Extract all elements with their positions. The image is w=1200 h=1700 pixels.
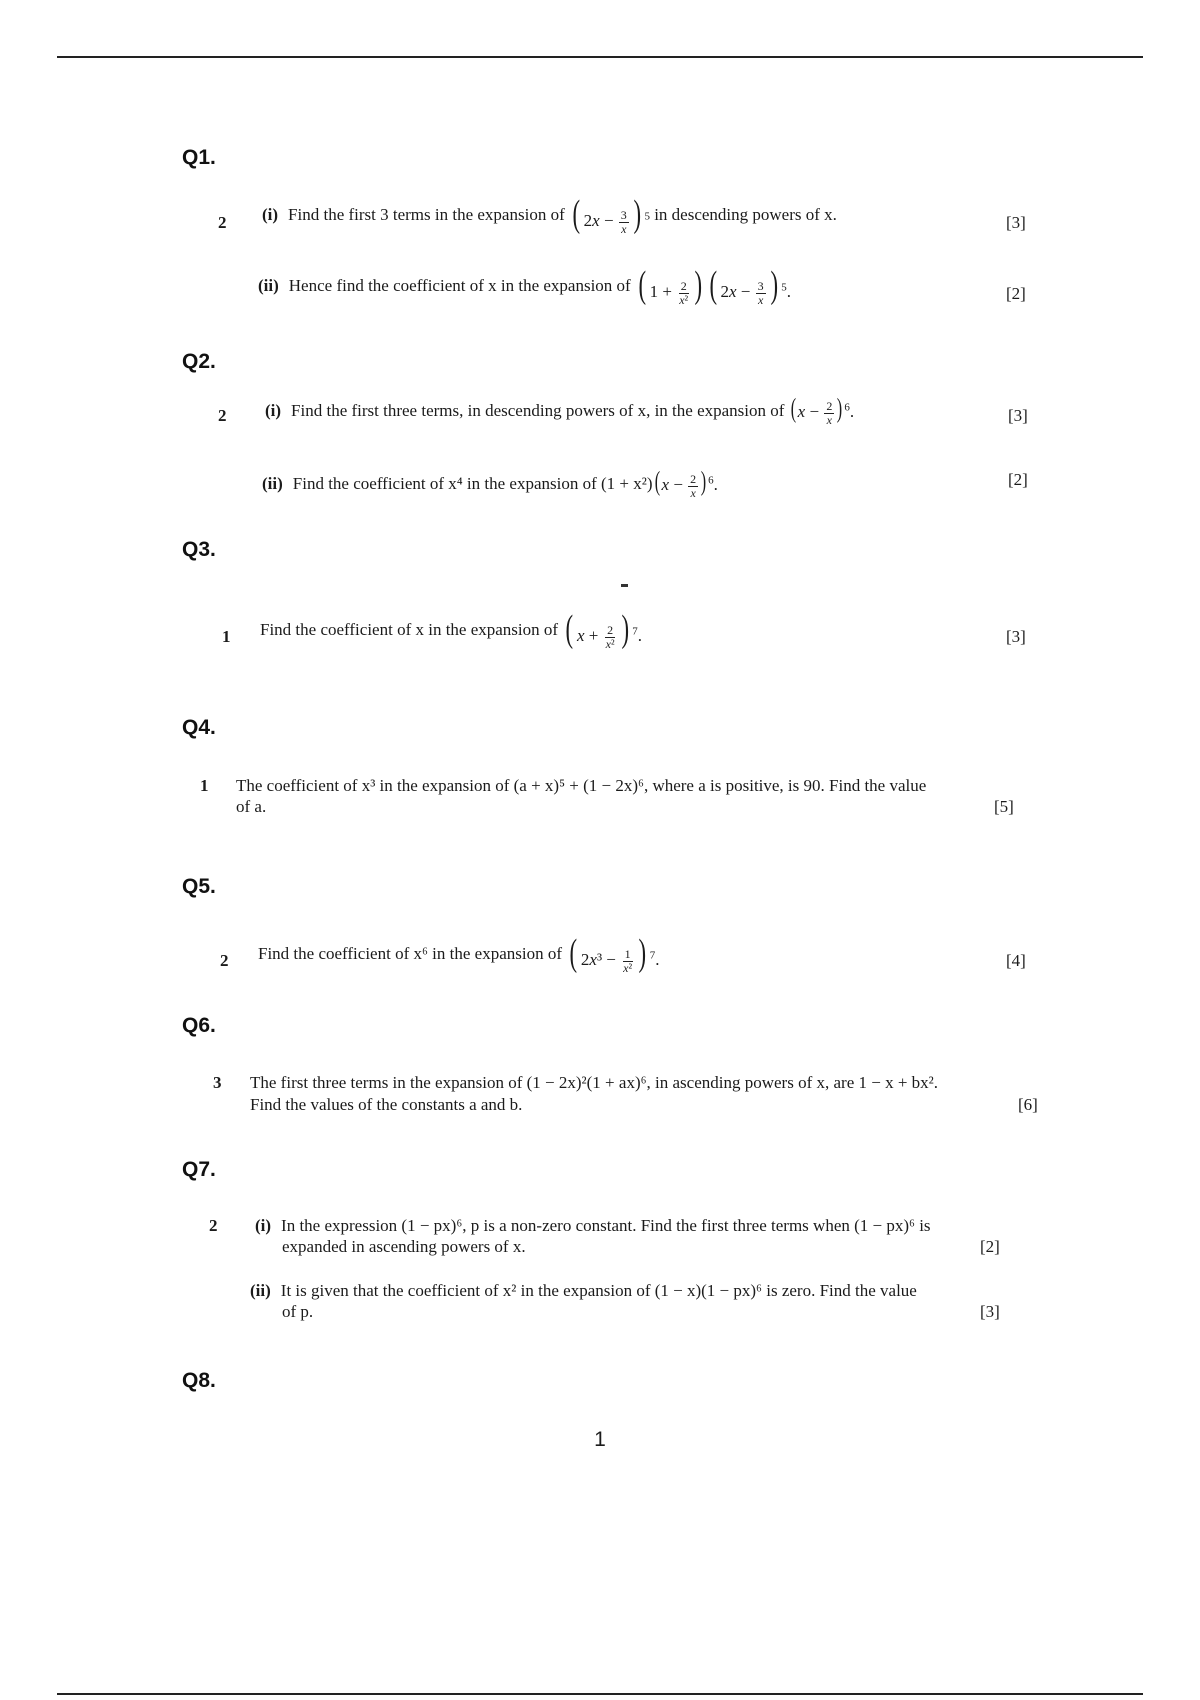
math-expression: ( 1 + $\frac{2}{\text{x²}}$ ) ( 2x − $\frac{3}{x}$ ) $^5$. (638, 264, 792, 307)
q7-part-ii-line2 (282, 1302, 313, 1322)
q1-part-ii (258, 266, 791, 306)
question-number: 2 (218, 406, 227, 425)
part-label: (ii) (258, 276, 279, 296)
question-text: The first three terms in the expansion of (1 − 2x)²(1 + ax)⁶, in ascending powers of x, are 1 − x + bx². (250, 1073, 939, 1092)
question-label-q1: Q1. (182, 146, 216, 169)
math-expression: ( x − $\frac{2}{x}$ ) $^6$. (654, 466, 718, 500)
math-expression: ( x − $\frac{2}{x}$ ) $^6$. (790, 393, 855, 427)
question-text: Hence find the coefficient of x in the expansion of (288, 276, 631, 296)
question-text: Find the coefficient of x⁴ in the expansion of (1 + x²) (292, 473, 653, 493)
part-label: (ii) (250, 1281, 271, 1300)
question-label-q6: Q6. (182, 1014, 216, 1037)
part-label: (i) (255, 1216, 272, 1235)
question-label-q2: Q2. (182, 350, 216, 373)
marks-label: [5] (994, 797, 1014, 816)
question-text: Find the values of the constants a and b. (250, 1095, 523, 1114)
part-label: (i) (262, 205, 279, 225)
q5-text (258, 934, 659, 974)
q7-part-i-line1 (255, 1216, 931, 1236)
question-label-q5: Q5. (182, 875, 216, 898)
part-label: (ii) (262, 473, 283, 493)
math-expression: ( 2x³ − $\frac{1}{\text{x²}}$ ) $^7$. (569, 932, 660, 975)
marks-label: [6] (1018, 1095, 1038, 1114)
marks-label: [2] (980, 1237, 1000, 1256)
q7-part-i-line2 (282, 1237, 526, 1257)
question-text: expanded in ascending powers of x. (282, 1237, 526, 1256)
q4-text-line2 (236, 797, 266, 817)
marks-label: [3] (1006, 627, 1026, 646)
marks-label: [2] (1006, 284, 1026, 303)
marks-label: [3] (1006, 213, 1026, 232)
marks-label: [4] (1006, 951, 1026, 970)
question-text: The coefficient of x³ in the expansion of (a + x)⁵ + (1 − 2x)⁶, where a is positive, is 90. Find the value (236, 776, 927, 795)
math-expression: ( x + $\frac{2}{\text{x²}}$ ) $^7$. (565, 608, 642, 651)
question-text: In the expression (1 − px)⁶, p is a non-zero constant. Find the first three terms when (1 − px)⁶ is (281, 1216, 931, 1235)
q6-text-line1 (250, 1073, 938, 1093)
question-text: of a. (236, 797, 267, 816)
question-number: 3 (213, 1073, 222, 1092)
page-number: 1 (594, 1428, 606, 1451)
part-label: (i) (265, 400, 282, 420)
question-text: of p. (282, 1302, 314, 1321)
question-label-q3: Q3. (182, 538, 216, 561)
top-rule (57, 56, 1143, 58)
q1-part-i (262, 195, 837, 235)
question-label-q8: Q8. (182, 1369, 216, 1392)
bottom-rule (57, 1693, 1143, 1695)
marks-label: [3] (980, 1302, 1000, 1321)
question-text: Find the first three terms, in descending powers of x, in the expansion of (291, 400, 785, 420)
question-text: It is given that the coefficient of x² in the expansion of (1 − x)(1 − px)⁶ is zero. Find the value (280, 1281, 917, 1300)
q2-part-ii (262, 468, 718, 499)
stray-mark (621, 584, 628, 587)
question-number: 1 (200, 776, 209, 795)
question-number: 2 (220, 951, 229, 970)
q3-text (260, 610, 642, 650)
q2-part-i (265, 395, 854, 426)
question-label-q7: Q7. (182, 1158, 216, 1181)
question-label-q4: Q4. (182, 716, 216, 739)
q7-part-ii-line1 (250, 1281, 917, 1301)
question-text: Find the first 3 terms in the expansion of (288, 205, 565, 225)
q6-text-line2 (250, 1095, 522, 1115)
question-number: 1 (222, 627, 231, 646)
question-number: 2 (218, 213, 227, 232)
math-expression: ( 2x − $\frac{3}{x}$ ) $^5$ (572, 193, 650, 236)
question-text: Find the coefficient of x in the expansion of (260, 620, 559, 640)
marks-label: [2] (1008, 470, 1028, 489)
question-text: in descending powers of x. (654, 205, 837, 225)
marks-label: [3] (1008, 406, 1028, 425)
q4-text-line1 (236, 776, 926, 796)
question-number: 2 (209, 1216, 218, 1235)
question-text: Find the coefficient of x⁶ in the expansion of (258, 944, 562, 964)
